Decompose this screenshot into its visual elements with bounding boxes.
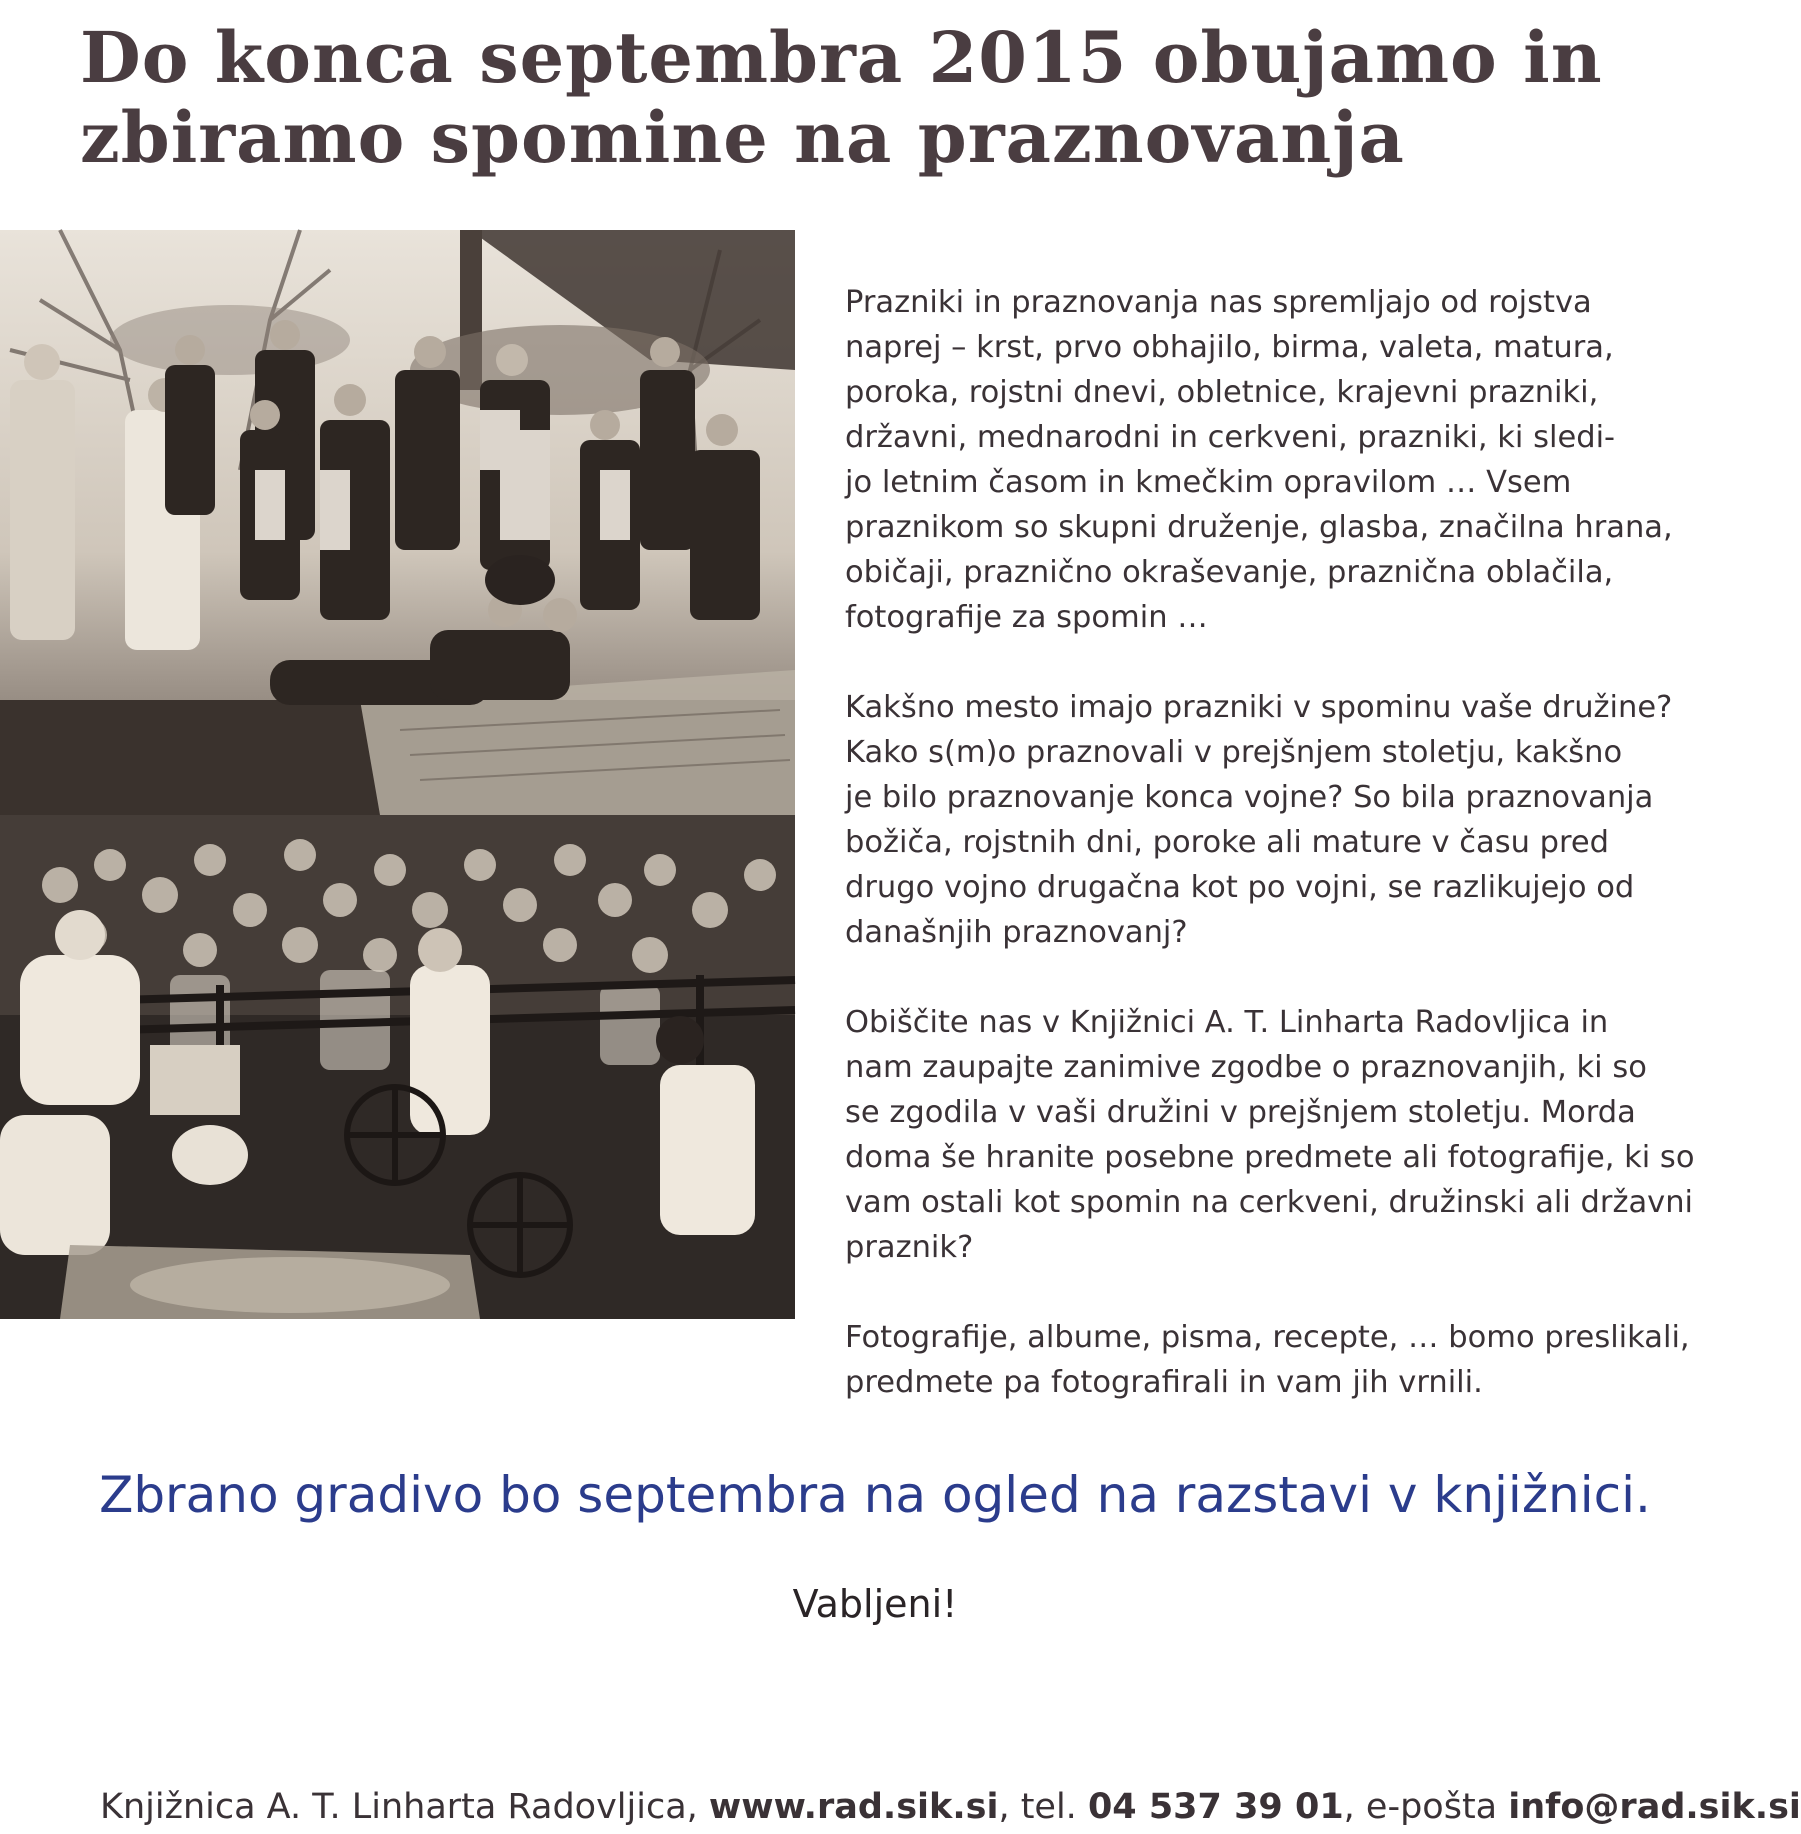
phone-number: 04 537 39 01 [1087, 1787, 1344, 1827]
library-name: Knjižnica A. T. Linharta Radovljica, [100, 1787, 709, 1827]
paragraph-questions: Kakšno mesto imajo prazniki v spominu vaše družine? Kako s(m)o praznovali v prejšnjem stoletju, kakšno je bilo praznovanje konca vojne? So bila praznovanja božiča, rojstnih dni, poroke ali mature v času pred drugo vojno drugačna kot po vojni, se razlikujejo od današnjih praznovanj? [845, 690, 1673, 950]
paragraph-celebrations: Prazniki in praznovanja nas spremljajo od rojstva naprej – krst, prvo obhajilo, birma, valeta, matura, poroka, rojstni dnevi, obletnice, krajevni prazniki, državni, mednarodni in cerkveni, prazniki, ki sledi- jo letnim časom in kmečkim opravilom … Vsem praznikom so skupni druženje, glasba, značilna hrana, običaji, praznično okraševanje, praznična oblačila, fotografije za spomin … [845, 285, 1673, 635]
paragraph-visit: Obiščite nas v Knjižnici A. T. Linharta Radovljica in nam zaupajte zanimive zgodbe o praznovanjih, ki so se zgodila v vaši družini v prejšnjem stoletju. Morda doma še hranite posebne predmete ali fotografije, ki so vam ostali kot spomin na cerkveni, družinski ali državni praznik? [845, 1005, 1695, 1265]
title-line-1: Do konca septembra 2015 obujamo in [80, 16, 1603, 99]
invitation-text: Vabljeni! [792, 1582, 958, 1626]
email-label: , e-pošta [1343, 1787, 1509, 1827]
phone-label: , tel. [998, 1787, 1088, 1827]
spinning-photo-illustration [0, 815, 795, 1319]
title-line-2: zbiramo spomine na praznovanja [80, 96, 1405, 179]
group-photo-illustration [0, 230, 795, 815]
article-body [845, 280, 1695, 1450]
email-link[interactable]: info@rad.sik.si [1508, 1787, 1801, 1827]
contact-footer [100, 1785, 1801, 1829]
historic-group-photo [0, 230, 795, 815]
page-title [80, 18, 1680, 178]
paragraph-copying: Fotografije, albume, pisma, recepte, … bomo preslikali, predmete pa fotografirali in vam jih vrnili. [845, 1320, 1690, 1400]
spinning-demonstration-photo [0, 815, 795, 1319]
website-link[interactable]: www.rad.sik.si [708, 1787, 999, 1827]
exhibition-announcement: Zbrano gradivo bo septembra na ogled na razstavi v knjižnici. [99, 1466, 1651, 1524]
